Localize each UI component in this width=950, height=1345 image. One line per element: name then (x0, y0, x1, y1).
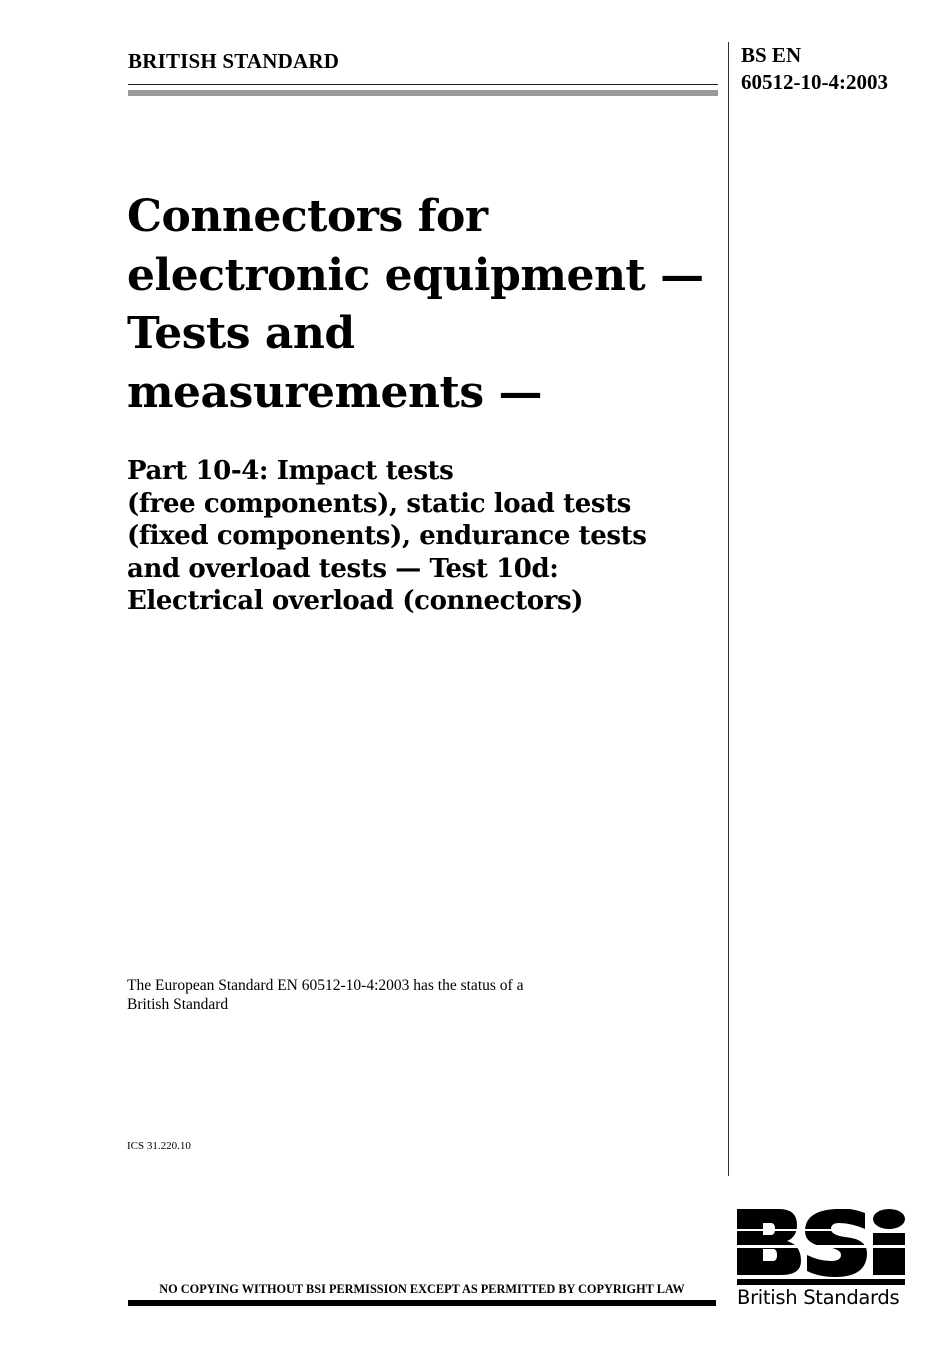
document-subtitle (127, 455, 727, 618)
subtitle-line: (free components), static load tests (127, 488, 631, 519)
title-line: Connectors for (127, 191, 488, 242)
copyright-notice: NO COPYING WITHOUT BSI PERMISSION EXCEPT AS PERMITTED BY COPYRIGHT LAW (159, 1282, 685, 1296)
document-title (127, 188, 727, 422)
standard-number-code: 60512-10-4:2003 (741, 70, 888, 94)
subtitle-line: Electrical overload (connectors) (127, 586, 584, 616)
standard-number-prefix: BS EN (741, 43, 802, 67)
subtitle-line: Part 10-4: Impact tests (127, 456, 454, 486)
vertical-divider (728, 42, 729, 1176)
title-line: electronic equipment — (127, 249, 704, 301)
subtitle-line: and overload tests — Test 10d: (127, 553, 559, 584)
footer-divider (128, 1300, 716, 1306)
header-divider-thin (128, 84, 718, 85)
header-divider-gray (128, 90, 718, 96)
ics-code: ICS 31.220.10 (127, 1140, 191, 1152)
bsi-logo-text: British Standards (737, 1286, 900, 1309)
document-type-label: BRITISH STANDARD (128, 49, 340, 73)
status-note (127, 977, 523, 1014)
subtitle-line: (fixed components), endurance tests (127, 521, 647, 551)
status-note-line: British Standard (127, 995, 229, 1013)
title-line: measurements — (127, 366, 542, 418)
status-note-line: The European Standard EN 60512-10-4:2003 has the status of a (127, 977, 524, 994)
standard-number (741, 42, 888, 96)
title-line: Tests and (127, 308, 355, 359)
